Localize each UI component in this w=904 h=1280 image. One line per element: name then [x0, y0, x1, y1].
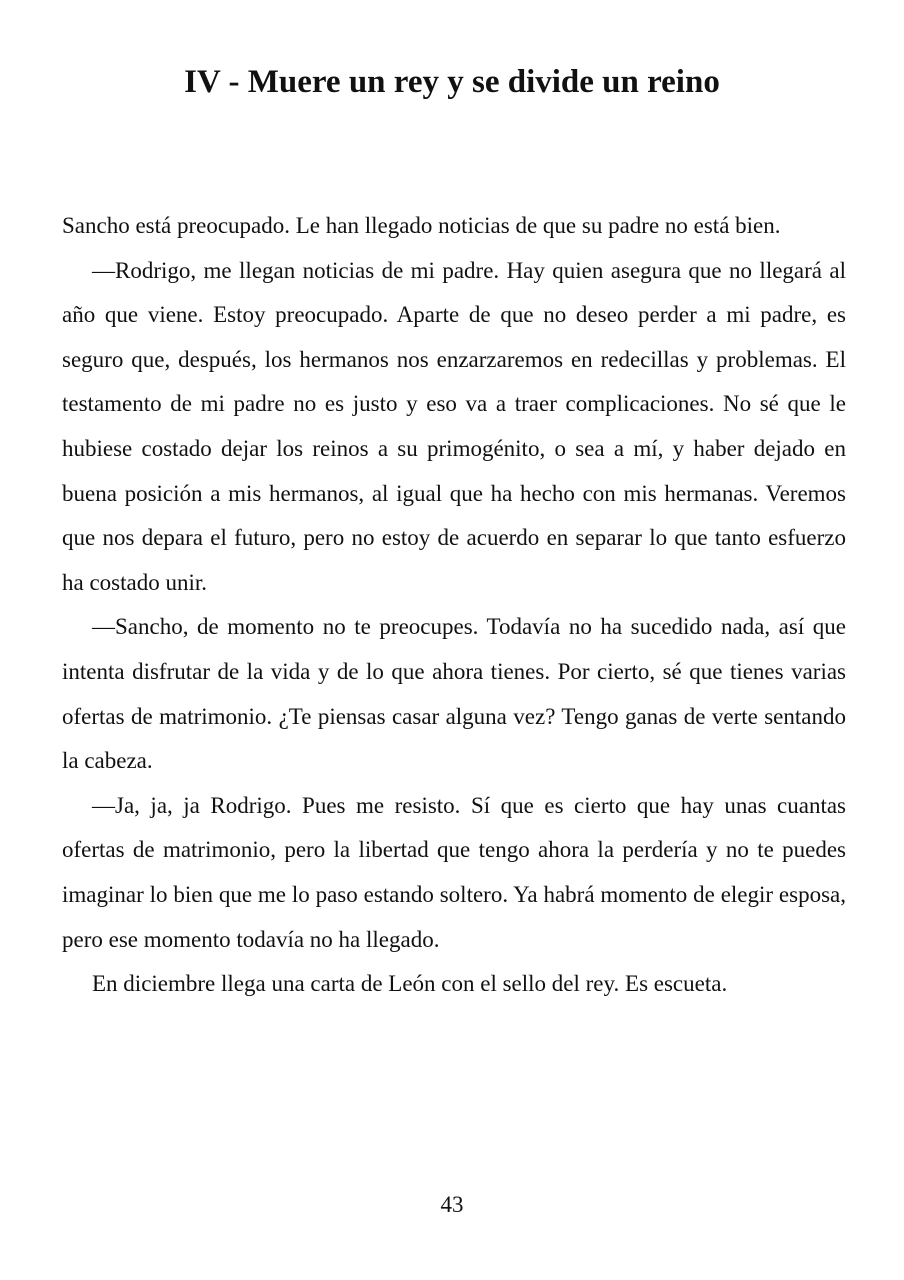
paragraph-narration-2: En diciembre llega una carta de León con el sello del rey. Es escueta.: [92, 971, 728, 997]
paragraph-dialogue-rodrigo-1: —Sancho, de momento no te preocupes. Todavía no ha sucedido nada, así que intenta disfrutar de la vida y de lo que ahora tienes. Por cierto, sé que tienes varias ofertas de matrimonio. ¿Te piensas casar alguna vez? Tengo ganas de verte sentando la cabeza.: [62, 614, 846, 774]
paragraph-dialogue-sancho-1: —Rodrigo, me llegan noticias de mi padre. Hay quien asegura que no llegará al año que viene. Estoy preocupado. Aparte de que no deseo perder a mi padre, es seguro que, después, los hermanos nos enzarzaremos en redecillas y problemas. El testamento de mi padre no es justo y eso va a traer complicaciones. No sé que le hubiese costado dejar los reinos a su primogénito, o sea a mí, y haber dejado en buena posición a mis hermanos, al igual que ha hecho con mis hermanas. Veremos que nos depara el futuro, pero no estoy de acuerdo en separar lo que tanto esfuerzo ha costado unir.: [62, 257, 846, 595]
chapter-body: [62, 204, 846, 1007]
paragraph-dialogue-sancho-2: —Ja, ja, ja Rodrigo. Pues me resisto. Sí que es cierto que hay unas cuantas ofertas de matrimonio, pero la libertad que tengo ahora la perdería y no te puedes imaginar lo bien que me lo paso estando soltero. Ya habrá momento de elegir esposa, pero ese momento todavía no ha llegado.: [62, 792, 846, 952]
chapter-title: IV - Muere un rey y se divide un reino: [184, 64, 720, 100]
page-number: 43: [440, 1192, 464, 1217]
paragraph-narration-1: Sancho está preocupado. Le han llegado noticias de que su padre no está bien.: [62, 213, 781, 238]
